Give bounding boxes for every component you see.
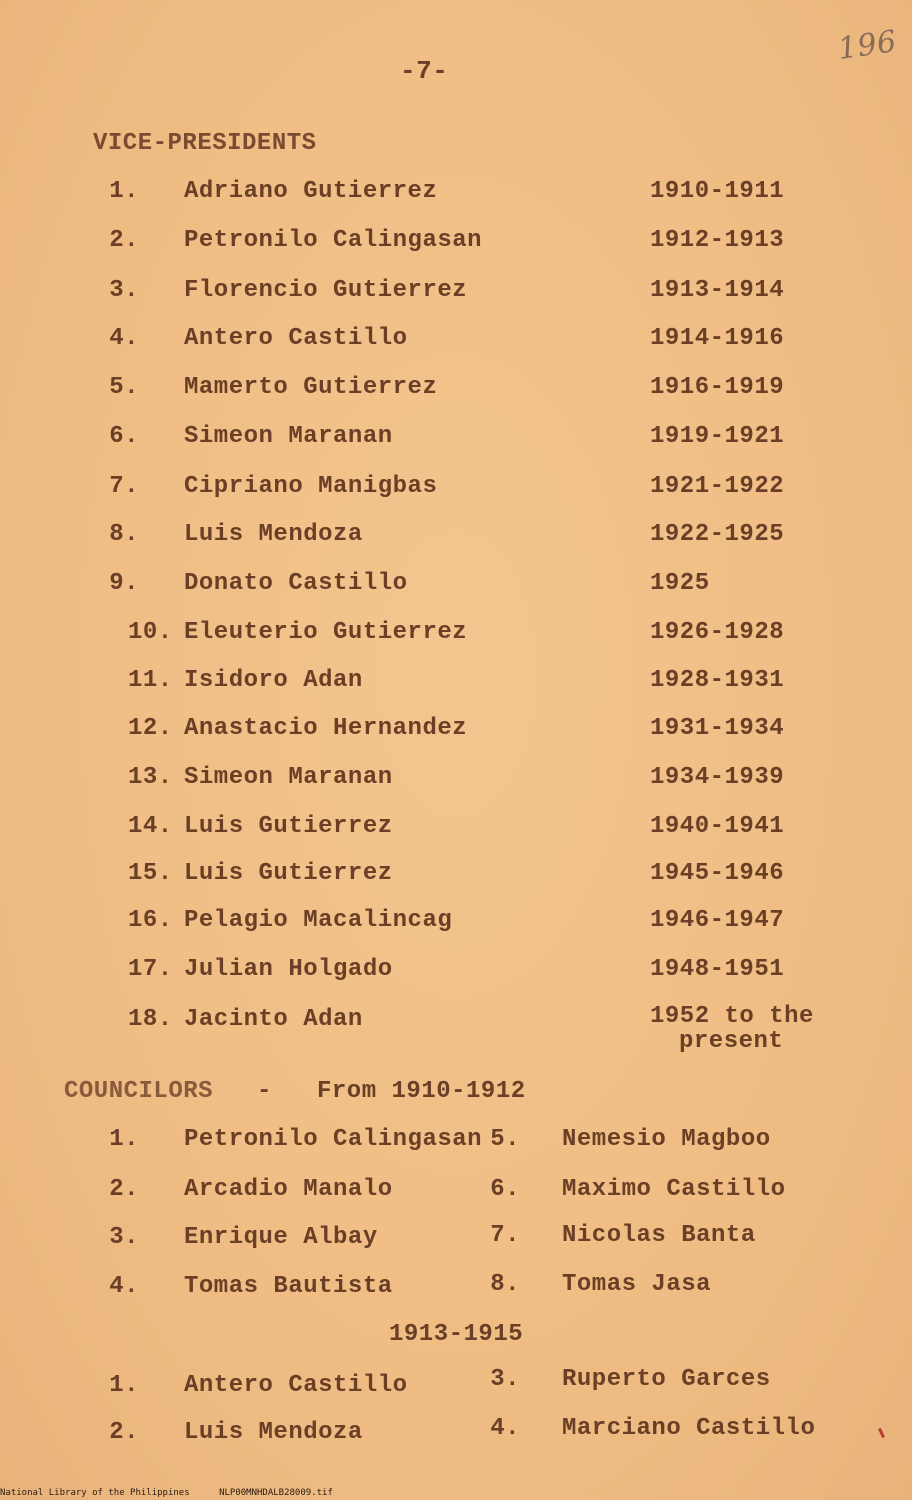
councilor-name: Nicolas Banta: [562, 1222, 756, 1249]
vp-name: Cipriano Manigbas: [184, 473, 438, 500]
vp-name: Petronilo Calingasan: [184, 227, 483, 254]
vp-name: Luis Mendoza: [184, 521, 363, 548]
vp-name: Luis Gutierrez: [184, 860, 393, 887]
handwritten-page-number: 196: [835, 24, 899, 67]
vp-years: 1931-1934: [650, 715, 785, 742]
footer-file: NLP00MNHDALB28009.tif: [219, 1488, 333, 1498]
vp-name: Pelagio Macalincag: [184, 907, 453, 934]
vp-num: 9.: [109, 570, 139, 597]
councilors-heading: COUNCILORS: [64, 1078, 214, 1105]
vp-years: 1914-1916: [650, 325, 785, 352]
vp-years: 1910-1911: [650, 178, 785, 205]
vp-years: 1912-1913: [650, 227, 785, 254]
scan-footer: [0, 1488, 357, 1498]
vp-years: 1925: [650, 570, 710, 597]
vp-years: 1946-1947: [650, 907, 785, 934]
councilor-name: Nemesio Magboo: [562, 1126, 771, 1153]
councilor-num: 4.: [490, 1415, 520, 1442]
vp-num: 13.: [128, 764, 173, 791]
vp-name: Mamerto Gutierrez: [184, 374, 438, 401]
councilor-num: 8.: [490, 1271, 520, 1298]
vp-years: 1940-1941: [650, 813, 785, 840]
councilor-name: Tomas Bautista: [184, 1273, 393, 1300]
vp-num: 5.: [109, 374, 139, 401]
councilor-name: Marciano Castillo: [562, 1415, 816, 1442]
vp-num: 3.: [109, 277, 139, 304]
vp-num: 12.: [128, 715, 173, 742]
vp-num: 8.: [109, 521, 139, 548]
vp-years: 1928-1931: [650, 667, 785, 694]
councilor-num: 1.: [109, 1372, 139, 1399]
vp-num: 6.: [109, 423, 139, 450]
vp-num: 14.: [128, 813, 173, 840]
vp-name: Donato Castillo: [184, 570, 408, 597]
vp-num: 4.: [109, 325, 139, 352]
councilor-num: 4.: [109, 1273, 139, 1300]
councilor-name: Petronilo Calingasan: [184, 1126, 483, 1153]
red-ink-mark: [878, 1428, 885, 1438]
vp-num: 2.: [109, 227, 139, 254]
vp-years: 1952 to the: [650, 1003, 814, 1030]
vp-years: 1945-1946: [650, 860, 785, 887]
vp-num: 16.: [128, 907, 173, 934]
councilor-num: 2.: [109, 1176, 139, 1203]
vp-years-continued: present: [679, 1028, 784, 1055]
councilors-dash: -: [257, 1078, 272, 1105]
vp-years: 1921-1922: [650, 473, 785, 500]
councilor-num: 5.: [490, 1126, 520, 1153]
councilor-name: Luis Mendoza: [184, 1419, 363, 1446]
vp-name: Eleuterio Gutierrez: [184, 619, 468, 646]
councilor-num: 6.: [490, 1176, 520, 1203]
vp-years: 1948-1951: [650, 956, 785, 983]
footer-library: National Library of the Philippines: [0, 1488, 190, 1498]
vp-years: 1922-1925: [650, 521, 785, 548]
vp-num: 17.: [128, 956, 173, 983]
vp-name: Jacinto Adan: [184, 1006, 363, 1033]
councilor-name: Arcadio Manalo: [184, 1176, 393, 1203]
vp-name: Luis Gutierrez: [184, 813, 393, 840]
vp-name: Anastacio Hernandez: [184, 715, 468, 742]
vp-num: 10.: [128, 619, 173, 646]
councilor-name: Ruperto Garces: [562, 1366, 771, 1393]
vp-num: 18.: [128, 1006, 173, 1033]
vp-name: Simeon Maranan: [184, 423, 393, 450]
vp-name: Antero Castillo: [184, 325, 408, 352]
councilor-name: Enrique Albay: [184, 1224, 378, 1251]
vp-num: 1.: [109, 178, 139, 205]
councilors-period: From 1910-1912: [317, 1078, 526, 1105]
vp-name: Florencio Gutierrez: [184, 277, 468, 304]
vp-num: 7.: [109, 473, 139, 500]
councilor-num: 2.: [109, 1419, 139, 1446]
councilor-num: 3.: [490, 1366, 520, 1393]
vp-years: 1934-1939: [650, 764, 785, 791]
vp-years: 1919-1921: [650, 423, 785, 450]
vp-name: Isidoro Adan: [184, 667, 363, 694]
vp-name: Simeon Maranan: [184, 764, 393, 791]
vice-presidents-heading: VICE-PRESIDENTS: [93, 130, 317, 157]
councilor-name: Antero Castillo: [184, 1372, 408, 1399]
vp-name: Julian Holgado: [184, 956, 393, 983]
councilors-period-2: 1913-1915: [389, 1321, 524, 1348]
vp-num: 15.: [128, 860, 173, 887]
councilor-num: 7.: [490, 1222, 520, 1249]
vp-years: 1926-1928: [650, 619, 785, 646]
vp-num: 11.: [128, 667, 173, 694]
vp-name: Adriano Gutierrez: [184, 178, 438, 205]
councilor-num: 1.: [109, 1126, 139, 1153]
councilor-name: Maximo Castillo: [562, 1176, 786, 1203]
councilor-num: 3.: [109, 1224, 139, 1251]
vp-years: 1913-1914: [650, 277, 785, 304]
vp-years: 1916-1919: [650, 374, 785, 401]
councilor-name: Tomas Jasa: [562, 1271, 712, 1298]
page-number: -7-: [400, 56, 449, 86]
